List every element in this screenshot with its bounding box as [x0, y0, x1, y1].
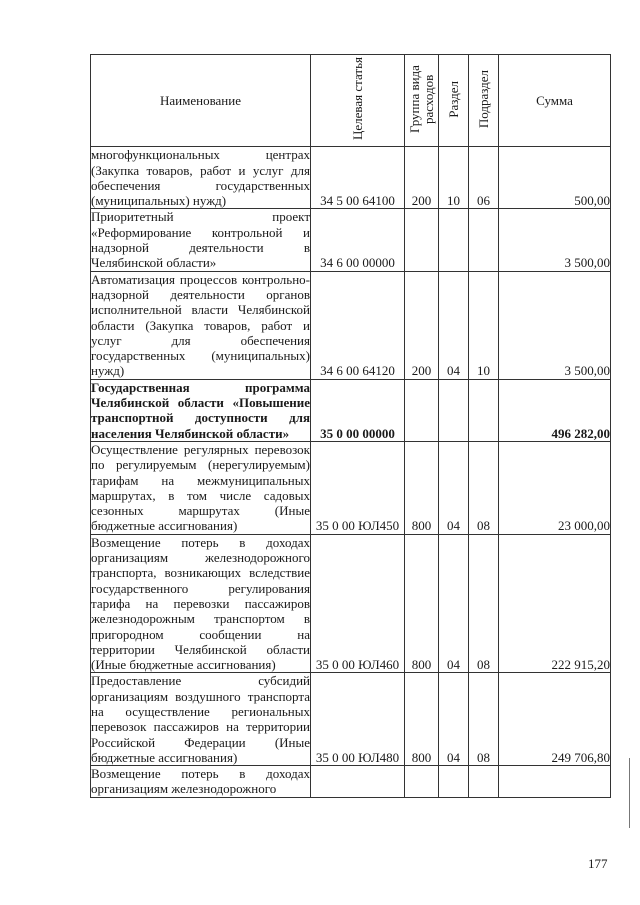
cell-target: 34 6 00 64120 — [311, 271, 405, 379]
cell-subsection: 08 — [469, 673, 499, 766]
cell-subsection: 08 — [469, 534, 499, 673]
cell-section: 04 — [439, 441, 469, 534]
col-section-header: Раздел — [439, 55, 469, 147]
page-number: 177 — [588, 856, 608, 871]
cell-group — [405, 379, 439, 441]
cell-group — [405, 209, 439, 271]
cell-name: Приоритетный проект «Реформирование контрольной и надзорной деятельности в Челябинской области» — [91, 209, 310, 271]
cell-group: 200 — [405, 147, 439, 209]
cell-sum: 23 000,00 — [499, 441, 611, 534]
cell-target: 34 6 00 00000 — [311, 209, 405, 271]
cell-section: 04 — [439, 271, 469, 379]
cell-subsection — [469, 766, 499, 798]
cell-sum: 500,00 — [499, 147, 611, 209]
cell-name: Автоматизация процессов контрольно-надзорной деятельности органов исполнительной власти Челябинской области (Закупка товаров, работ и услуг для обеспечения государственных (муниципальных) нужд) — [91, 271, 310, 379]
cell-section — [439, 209, 469, 271]
cell-section: 04 — [439, 673, 469, 766]
cell-name: Осуществление регулярных перевозок по регулируемым (нерегулируемым) тарифам на межмуниципальных маршрутах, в том числе садовых сезонных маршрутах (Иные бюджетные ассигнования) — [91, 441, 310, 534]
cell-name: Государственная программа Челябинской области «Повышение транспортной доступности для населения Челябинской области» — [91, 379, 310, 441]
cell-sum: 496 282,00 — [499, 379, 611, 441]
cell-sum: 222 915,20 — [499, 534, 611, 673]
cell-group: 800 — [405, 534, 439, 673]
cell-sum: 249 706,80 — [499, 673, 611, 766]
cell-section — [439, 766, 469, 798]
cell-group — [405, 766, 439, 798]
cell-group: 800 — [405, 673, 439, 766]
cell-target: 34 5 00 64100 — [311, 147, 405, 209]
cell-section: 10 — [439, 147, 469, 209]
col-target-header: Целевая статья — [311, 55, 405, 147]
table-row — [91, 209, 611, 271]
table-row — [91, 534, 611, 673]
col-subsection-header: Подраздел — [469, 55, 499, 147]
cell-section: 04 — [439, 534, 469, 673]
cell-name: многофункциональных центрах (Закупка товаров, работ и услуг для обеспечения государственных (муниципальных) нужд) — [91, 147, 310, 209]
table-row — [91, 271, 611, 379]
table-row — [91, 379, 611, 441]
budget-table — [90, 54, 610, 836]
table-header — [91, 55, 611, 147]
cell-sum — [499, 766, 611, 798]
table-row — [91, 441, 611, 534]
cell-sum: 3 500,00 — [499, 271, 611, 379]
table-row — [91, 147, 611, 209]
cell-target — [311, 766, 405, 798]
cell-section — [439, 379, 469, 441]
margin-line — [629, 758, 630, 828]
col-name-header: Наименование — [91, 55, 311, 147]
cell-group: 200 — [405, 271, 439, 379]
cell-target: 35 0 00 ЮЛ480 — [311, 673, 405, 766]
cell-name: Возмещение потерь в доходах организациям железнодорожного — [91, 766, 310, 797]
cell-target: 35 0 00 00000 — [311, 379, 405, 441]
table-row — [91, 673, 611, 766]
cell-subsection: 08 — [469, 441, 499, 534]
cell-target: 35 0 00 ЮЛ460 — [311, 534, 405, 673]
cell-subsection: 06 — [469, 147, 499, 209]
cell-name: Возмещение потерь в доходах организациям железнодорожного транспорта, возникающих вследствие государственного регулирования тарифа на перевозки пассажиров железнодорожным транспортом в пригородном сообщении на территории Челябинской области (Иные бюджетные ассигнования) — [91, 534, 310, 673]
cell-sum: 3 500,00 — [499, 209, 611, 271]
cell-name: Предоставление субсидий организациям воздушного транспорта на осуществление региональных перевозок пассажиров на территории Российской Федерации (Иные бюджетные ассигнования) — [91, 673, 310, 765]
cell-subsection — [469, 379, 499, 441]
cell-subsection — [469, 209, 499, 271]
col-sum-header: Сумма — [499, 55, 611, 147]
cell-target: 35 0 00 ЮЛ450 — [311, 441, 405, 534]
col-group-header: Группа вида расходов — [405, 55, 439, 147]
table-row — [91, 766, 611, 798]
cell-group: 800 — [405, 441, 439, 534]
cell-subsection: 10 — [469, 271, 499, 379]
